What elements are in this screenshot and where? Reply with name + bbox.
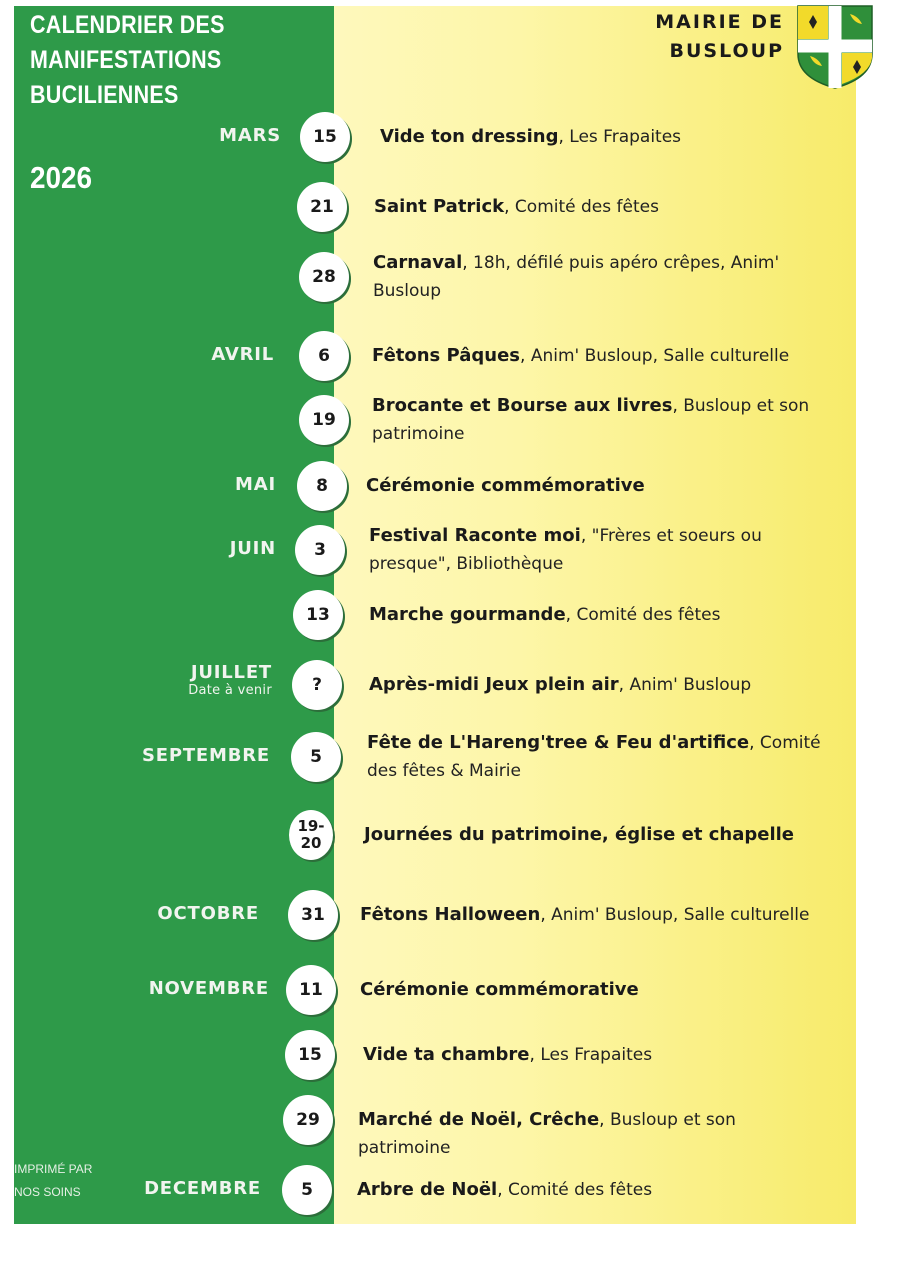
event-details: Comité des fêtes & Mairie [367,733,821,781]
event-name: Journées du patrimoine, église et chapelle [364,824,795,845]
month-label: SEPTEMBRE [141,745,270,766]
event-details: Comité des fêtes [509,197,659,217]
event-details: Anim' Busloup, Salle culturelle [545,905,810,925]
title-line-3: BUCILIENNES [30,81,179,109]
event-separator: , [599,1110,605,1130]
event-details: "Frères et soeurs ou presque", Bibliothèque [369,526,762,574]
day-badge: 3 [295,525,345,575]
event-name: Festival Raconte moi [369,525,581,546]
event-separator: , [618,675,625,695]
day-badge: 11 [286,965,336,1015]
coat-of-arms-icon [796,4,874,90]
mairie-label: MAIRIE DE BUSLOUP [655,11,784,62]
day-badge: 5 [282,1165,332,1215]
event-separator: , [672,396,678,416]
event-name: Vide ton dressing [380,126,559,147]
event-details: Anim' Busloup, Salle culturelle [525,346,790,366]
event-text [366,472,836,500]
event-separator: , [558,127,564,147]
day-badge: 21 [297,182,347,232]
event-separator: , [497,1180,503,1200]
event-separator: , [580,526,587,546]
title-line-1: CALENDRIER DES [30,11,225,39]
day-badge: 5 [291,732,341,782]
event-details: Anim' Busloup [624,675,752,695]
event-separator: , [749,733,755,753]
event-text [364,821,834,849]
month-label: OCTOBRE [157,903,259,924]
day-badge: 15 [285,1030,335,1080]
event-text [360,901,840,929]
event-details: Busloup et son patrimoine [372,396,810,444]
event-name: Fêtons Pâques [372,345,521,366]
month-label: MARS [219,125,281,146]
day-badge: 28 [299,252,349,302]
event-text [363,1041,833,1069]
event-details: Les Frapaites [534,1045,653,1065]
event-details: 18h, défilé puis apéro crêpes, Anim' Busloup [373,253,780,301]
event-name: Marche gourmande [369,604,566,625]
month-label: JUIN [229,538,276,559]
month-label: MAI [235,474,276,495]
event-text [369,671,839,699]
day-badge: 13 [293,590,343,640]
day-badge: 29 [283,1095,333,1145]
title-line-2: MANIFESTATIONS [30,46,222,74]
event-name: Arbre de Noël [357,1179,498,1200]
page-title [30,8,225,113]
event-separator: , [540,905,546,925]
event-text [360,976,830,1004]
event-details: Comité des fêtes [502,1180,653,1200]
day-badge: 6 [299,331,349,381]
event-separator: , [529,1045,535,1065]
day-badge: 8 [297,461,347,511]
event-separator: , [462,253,468,273]
event-text [372,342,827,370]
event-text [357,1176,827,1204]
event-details: Busloup et son patrimoine [358,1110,736,1158]
month-label: JUILLET Date à venir [188,662,272,698]
event-text [373,249,828,305]
event-name: Vide ta chambre [363,1044,530,1065]
month-note: Date à venir [188,683,272,698]
event-details: Les Frapaites [563,127,682,147]
event-name: Cérémonie commémorative [360,979,639,1000]
month-label: NOVEMBRE [148,978,269,999]
day-badge: 15 [300,112,350,162]
event-name: Fête de L'Hareng'tree & Feu d'artifice [367,732,750,753]
event-name: Saint Patrick [374,196,505,217]
event-name: Marché de Noël, Crêche [358,1109,600,1130]
event-separator: , [520,346,526,366]
event-text [367,729,837,785]
event-separator: , [565,605,572,625]
event-name: Après-midi Jeux plein air [369,674,619,695]
day-badge: 19-20 [289,810,333,860]
event-text [374,193,844,221]
event-text [369,522,799,578]
event-text [372,392,832,448]
event-name: Fêtons Halloween [360,904,541,925]
event-text [380,123,850,151]
event-details: Comité des fêtes [571,605,721,625]
month-label: AVRIL [211,344,274,365]
day-badge: 19 [299,395,349,445]
printed-note: IMPRIMÉ PAR NOS SOINS [14,1162,93,1199]
year-label: 2026 [30,160,93,195]
day-badge: 31 [288,890,338,940]
event-text [369,601,839,629]
event-name: Cérémonie commémorative [366,475,645,496]
month-label: DECEMBRE [144,1178,261,1199]
event-separator: , [504,197,510,217]
event-text [358,1106,778,1162]
day-badge: ? [292,660,342,710]
event-name: Brocante et Bourse aux livres [372,395,673,416]
event-name: Carnaval [373,252,463,273]
